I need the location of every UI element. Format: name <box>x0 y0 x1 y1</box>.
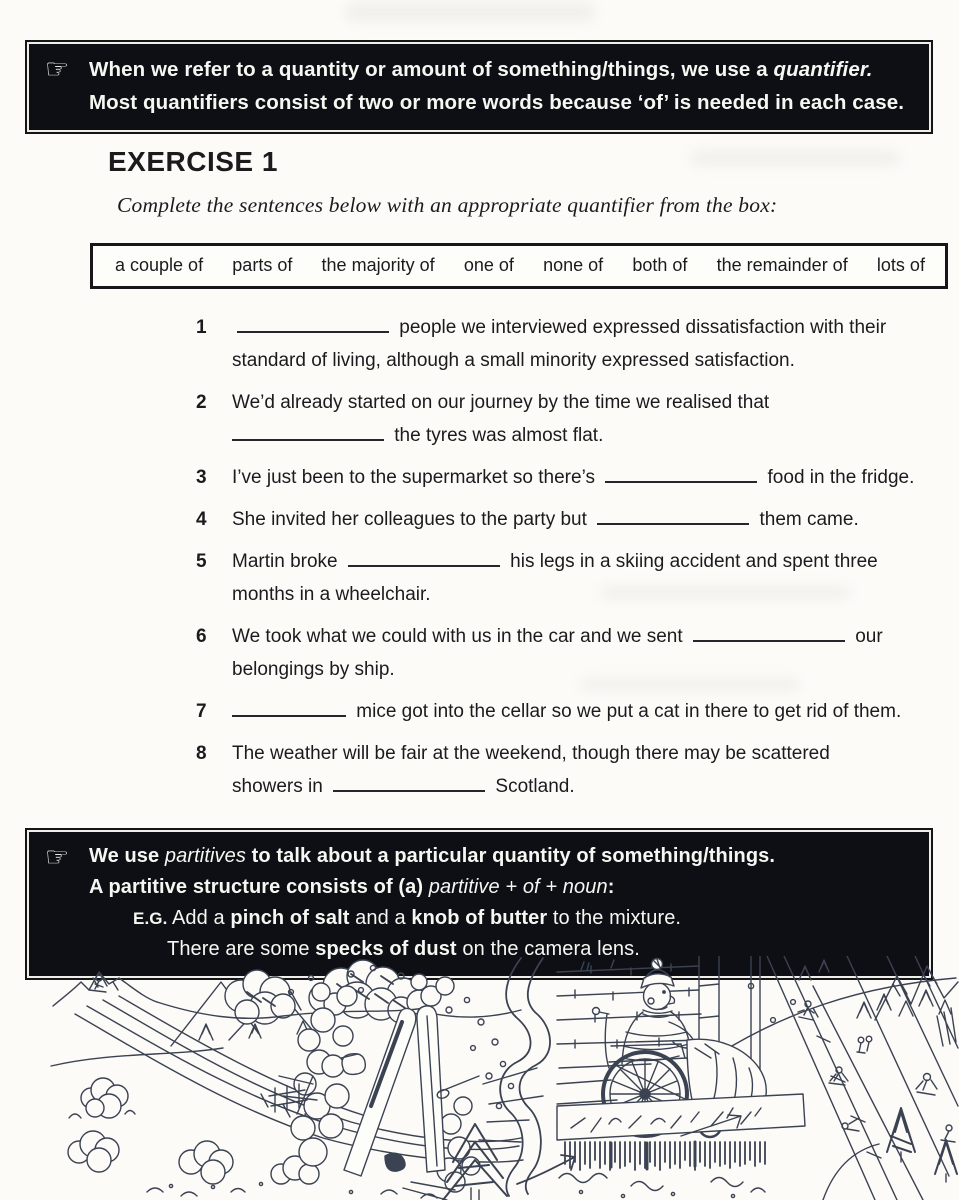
question-8 <box>196 737 954 803</box>
partitive-rule-line2: A partitive structure consists of (a) partitive + of + noun: <box>89 876 615 898</box>
word-bank-item: lots of <box>876 255 925 275</box>
question-number: 5 <box>196 551 207 572</box>
exercise-title: EXERCISE 1 <box>108 146 278 177</box>
question-1 <box>196 311 954 377</box>
question-number: 4 <box>196 509 207 530</box>
partitive-example-2: There are some specks of dust on the camera lens. <box>167 938 640 960</box>
word-bank-item: both of <box>632 255 688 275</box>
question-text: We’d already started on our journey by the time we realised that the tyres was almost flat. <box>232 392 770 446</box>
question-4 <box>196 503 954 536</box>
answer-blank <box>232 711 346 717</box>
answer-blank <box>605 477 757 483</box>
answer-blank <box>348 561 500 567</box>
word-bank-box <box>90 243 948 289</box>
question-text: She invited her colleagues to the party but them came. <box>232 509 859 530</box>
question-text: The weather will be fair at the weekend, though there may be scattered showers in Scotland. <box>232 743 830 797</box>
answer-blank <box>693 636 845 642</box>
word-bank-item: the remainder of <box>716 255 848 275</box>
question-number: 3 <box>196 467 207 488</box>
question-2 <box>196 386 954 452</box>
word-bank-item: the majority of <box>321 255 435 275</box>
quantifier-rule-text <box>89 53 904 119</box>
question-text: Martin broke his legs in a skiing accident and spent three months in a wheelchair. <box>232 551 878 605</box>
partitive-rule-text <box>89 841 775 965</box>
question-number: 2 <box>196 392 207 413</box>
quantifier-rule-banner <box>25 40 933 134</box>
question-number: 6 <box>196 626 207 647</box>
exercise-instruction: Complete the sentences below with an appropriate quantifier from the box: <box>117 193 778 217</box>
word-bank-item: one of <box>463 255 514 275</box>
pointing-hand-icon: ☞ <box>45 842 70 872</box>
question-5 <box>196 545 954 611</box>
question-number: 7 <box>196 701 207 722</box>
question-text: people we interviewed expressed dissatisfaction with their standard of living, although a small minority expressed satisfaction. <box>232 317 887 371</box>
word-bank-item: parts of <box>232 255 293 275</box>
question-list <box>196 311 954 812</box>
answer-blank <box>237 327 389 333</box>
question-number: 1 <box>196 317 207 338</box>
answer-blank <box>597 519 749 525</box>
skiing-accident-wheelchair-illustration <box>50 956 959 1200</box>
scan-artifact <box>345 2 595 22</box>
scan-artifact <box>690 150 900 166</box>
question-text: We took what we could with us in the car and we sent our belongings by ship. <box>232 626 883 680</box>
partitive-rule-line1: We use partitives to talk about a particular quantity of something/things. <box>89 845 776 867</box>
question-7 <box>196 695 954 728</box>
answer-blank <box>333 786 485 792</box>
answer-blank <box>232 435 384 441</box>
question-6 <box>196 620 954 686</box>
question-number: 8 <box>196 743 207 764</box>
partitive-example-1: E.G. Add a pinch of salt and a knob of butter to the mixture. <box>133 907 682 929</box>
quantifier-rule-line1: When we refer to a quantity or amount of something/things, we use a quantifier. <box>89 58 873 81</box>
pointing-hand-icon: ☞ <box>45 54 70 84</box>
question-3 <box>196 461 954 494</box>
word-bank-item: none of <box>543 255 604 275</box>
quantifier-rule-line2: Most quantifiers consist of two or more words because ‘of’ is needed in each case. <box>89 91 905 114</box>
question-text: I’ve just been to the supermarket so there’s food in the fridge. <box>232 467 915 488</box>
question-text: mice got into the cellar so we put a cat in there to get rid of them. <box>232 695 954 728</box>
word-bank-item: a couple of <box>115 255 204 275</box>
